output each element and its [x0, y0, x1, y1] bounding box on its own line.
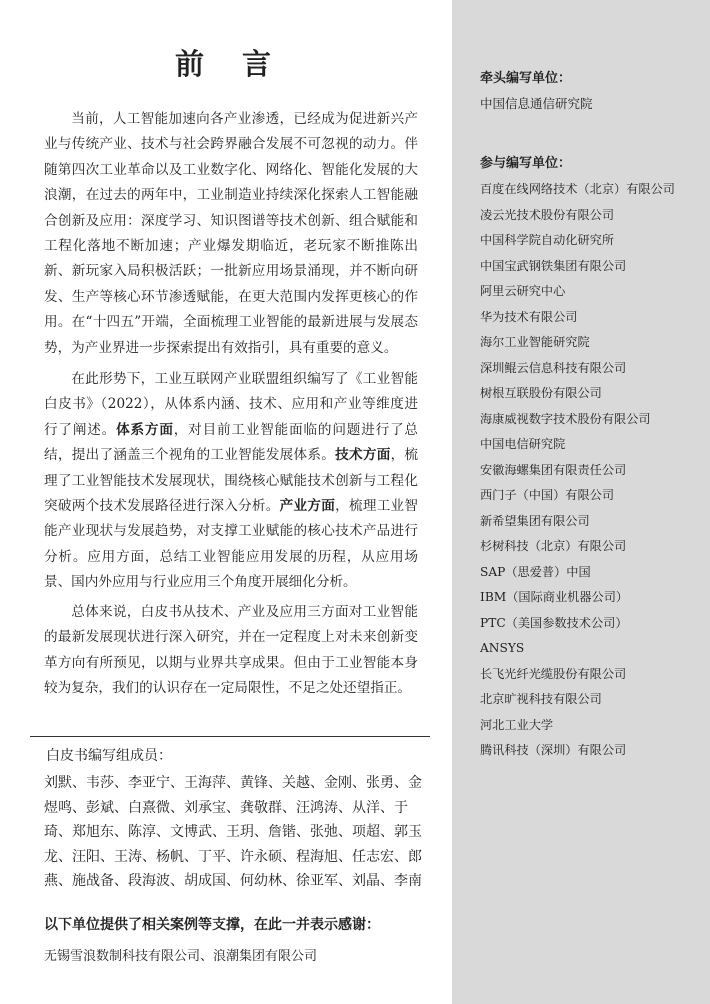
- participant-org: ANSYS: [480, 641, 525, 655]
- participant-org: 杉树科技（北京）有限公司: [480, 539, 627, 553]
- participants-title: 参与编写单位：: [480, 156, 572, 171]
- text-run: 当前，人工智能加速向各产业渗透，已经成为促进新兴产业与传统产业、技术与社会跨界融合发展不可忽视的动力。伴随第四次工业革命以及工业数字化、网络化、智能化发展的大浪潮，在过去的两年中，工业制造业持续深化探索人工智能融合创新及应用：深度学习、知识图谱等技术创新、组合赋能和工程化落地不断加速；产业爆发期临近，老玩家不断推陈出新、新玩家入局积极活跃；一批新应用场景涌现，并不断向研发、生产等核心环节渗透赋能，在更大范围内发挥更核心的作用。在“十四五”开端，全面梳理工业智能的最新进展与发展态势，为产业界进一步探索提出有效指引，具有重要的意义。: [44, 111, 418, 356]
- thanks-text: 无锡雪浪数制科技有限公司、浪潮集团有限公司: [44, 949, 318, 964]
- lead-unit-title: 牵头编写单位：: [480, 71, 572, 86]
- participant-org: 海康威视数字技术股份有限公司: [480, 411, 651, 426]
- bold-run: 体系方面: [116, 421, 174, 438]
- participant-org: 百度在线网络技术（北京）有限公司: [480, 182, 675, 196]
- participant-org: 腾讯科技（深圳）有限公司: [480, 743, 627, 757]
- participant-org: 华为技术有限公司: [480, 309, 578, 324]
- participant-org: 海尔工业智能研究院: [480, 335, 590, 349]
- participant-org: 树根互联股份有限公司: [480, 386, 602, 400]
- participant-org: 中国电信研究院: [480, 437, 566, 451]
- lead-unit-org: 中国信息通信研究院: [480, 96, 593, 111]
- intro-paragraph-2: [44, 367, 418, 596]
- participant-org: 中国科学院自动化研究所: [480, 233, 615, 247]
- text-run: ，对目前工业智能面临的问题进行了总结，提出了涵盖三个视角的工业智能发展体系。: [44, 421, 419, 464]
- text-run: ，梳理工业智能产业现状与发展趋势，对支撑工业赋能的核心技术产品进行分析。应用方面，总结工业智能应用发展的历程，从应用场景、国内外应用与行业应用三个角度开展细化分析。: [44, 498, 419, 591]
- bold-run: 产业方面: [279, 498, 336, 515]
- participant-org: 阿里云研究中心: [480, 284, 566, 298]
- participant-org: 凌云光技术股份有限公司: [480, 207, 615, 222]
- participant-org: PTC（美国参数技术公司）: [480, 615, 628, 630]
- bold-run: 技术方面: [335, 447, 391, 464]
- participant-org: 西门子（中国）有限公司: [480, 488, 615, 502]
- participant-org: 新希望集团有限公司: [480, 513, 590, 528]
- participant-org: 安徽海螺集团有限责任公司: [480, 462, 627, 477]
- participants-list: [480, 177, 675, 764]
- participant-org: 中国宝武钢铁集团有限公司: [480, 258, 627, 273]
- thanks-title: 以下单位提供了相关案例等支撑，在此一并表示感谢：: [44, 917, 380, 933]
- section-divider: [30, 736, 430, 737]
- intro-paragraph-3: [44, 600, 418, 702]
- participant-org: 深圳鲲云信息科技有限公司: [480, 360, 627, 375]
- authors-title: 白皮书编写组成员：: [46, 748, 172, 764]
- page-title: 前 言: [174, 47, 286, 81]
- text-run: 在此形势下，工业互联网产业联盟组织编写了《工业智能白皮书》（2022），从体系内涵、技术、应用和产业等维度进行了阐述。: [44, 371, 418, 438]
- text-run: ，梳理了工业智能技术发展现状，围绕核心赋能技术创新与工程化突破两个技术发展路径进行深入分析。: [44, 447, 419, 515]
- participant-org: 河北工业大学: [480, 717, 554, 732]
- authors-list: 刘默、韦莎、李亚宁、王海萍、黄锋、关越、金刚、张勇、金煜鸣、彭斌、白熹微、刘承宝、龚敬群、汪鸿涛、从洋、于琦、郑旭东、陈淳、文博武、王玥、詹锴、张弛、项超、郭玉龙、汪阳、王涛、杨帆、丁平、许永硕、程海旭、任志宏、郎燕、施战备、段海波、胡成国、何幼林、徐亚军、刘晶、李南: [44, 775, 422, 890]
- participant-org: 北京旷视科技有限公司: [480, 692, 602, 706]
- participant-org: IBM（国际商业机器公司）: [480, 590, 629, 604]
- intro-paragraph-1: [44, 107, 418, 361]
- participant-org: SAP（思爱普）中国: [480, 564, 591, 579]
- participant-org: 长飞光纤光缆股份有限公司: [480, 666, 627, 681]
- text-run: 总体来说，白皮书从技术、产业及应用三方面对工业智能的最新发展现状进行深入研究，并在一定程度上对未来创新变革方向有所预见，以期与业界共享成果。但由于工业智能本身较为复杂，我们的认识存在一定局限性，不足之处还望指正。: [44, 604, 418, 697]
